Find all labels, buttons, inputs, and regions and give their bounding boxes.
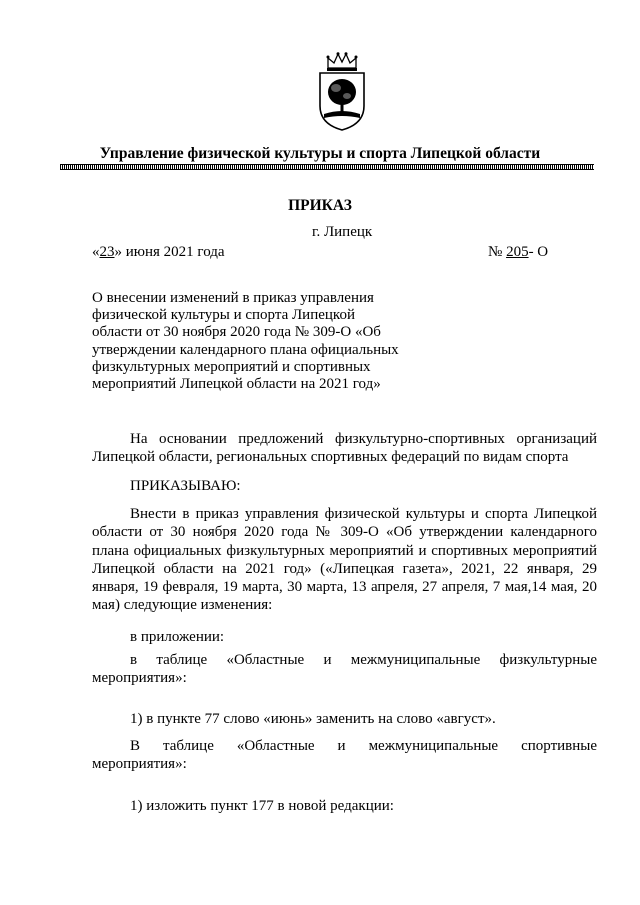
header-divider: [60, 164, 594, 170]
document-city: г. Липецк: [312, 224, 373, 240]
document-subject: О внесении изменений в приказ управления физической культуры и спорта Липецкой области от 30 ноября 2020 года № 309-О «Об утверждении календарного плана официальных физкультурных мероприятий и спортивных мероприятий Липецкой области на 2021 год»: [92, 290, 399, 393]
body-paragraph: в приложении:: [130, 629, 225, 645]
body-paragraph: Внести в приказ управления физической культуры и спорта Липецкой области от 30 ноября 2020 года № 309-О «Об утверждении календарного плана официальных физкультурных мероприятий и спортивных мероприятий Липецкой области на 2021 год» («Липецкая газета», 2021, 22 января, 29 января, 19 февраля, 19 марта, 30 марта, 13 апреля, 27 апреля, 7 мая,14 мая, 20 мая) следующие изменения:: [92, 506, 597, 614]
organization-name: Управление физической культуры и спорта Липецкой области: [99, 145, 541, 162]
document-date: [92, 244, 225, 261]
body-paragraph: 1) в пункте 77 слово «июнь» заменить на слово «август».: [130, 711, 496, 727]
body-paragraph: В таблице «Областные и межмуниципальные спортивные мероприятия»:: [92, 738, 597, 773]
document-number: [488, 244, 548, 261]
number-prefix: №: [488, 244, 507, 260]
body-paragraph: На основании предложений физкультурно-спортивных организаций Липецкой области, региональных спортивных федераций по видам спорта: [92, 431, 597, 466]
number-value: 205: [506, 244, 529, 260]
order-heading: ПРИКАЗЫВАЮ:: [130, 478, 241, 494]
date-prefix: «: [92, 244, 100, 260]
number-suffix: - О: [528, 244, 549, 260]
date-suffix: » июня 2021 года: [114, 244, 225, 260]
coat-of-arms-icon: [316, 52, 368, 132]
body-paragraph: в таблице «Областные и межмуниципальные физкультурные мероприятия»:: [92, 652, 597, 687]
document-title: ПРИКАЗ: [288, 197, 352, 214]
date-day: 23: [99, 244, 115, 260]
body-paragraph: 1) изложить пункт 177 в новой редакции:: [130, 798, 394, 814]
